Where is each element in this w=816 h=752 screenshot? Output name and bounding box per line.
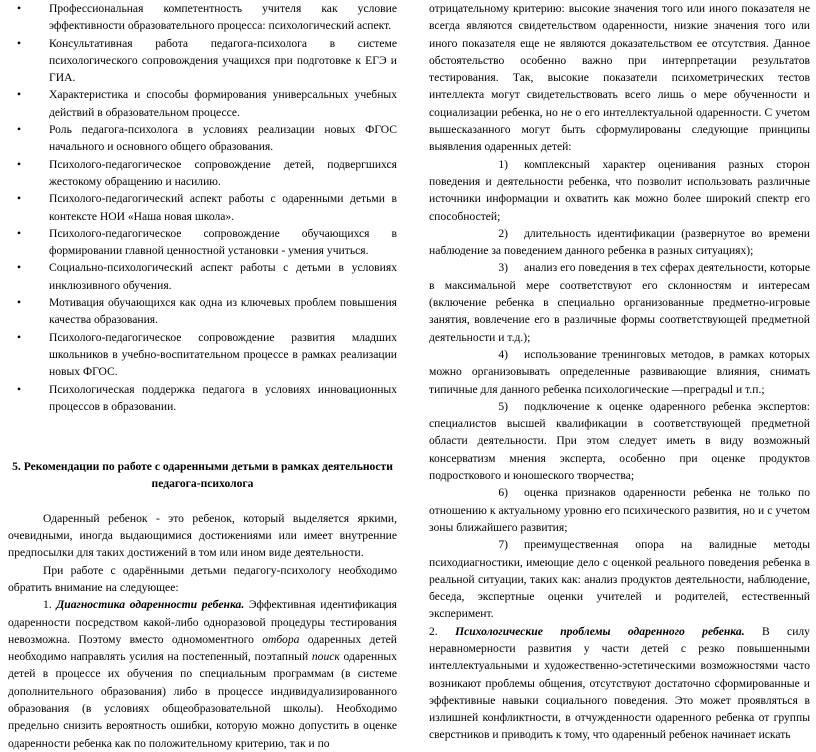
principle-number: 7) [498,538,508,552]
principle-number: 2) [498,226,508,240]
bullet-icon: • [17,123,22,137]
list-item: • Социально-психологический аспект работы с детьми в условиях инклюзивного обучения. [17,261,397,292]
principle-number: 1) [498,157,508,171]
bullet-icon: • [17,382,22,396]
bullet-icon: • [17,36,22,50]
list-item: • Консультативная работа педагога-психолога в системе психологического сопровождения учащихся при подготовке к ЕГЭ и ГИА. [17,36,397,85]
principle-item: 7) преимущественная опора на валидные методы психодиагностики, имеющие дело с оценкой реального поведения ребенка в реальной ситуации, таких как: анализ продуктов деятельности, наблюдение, беседа, экспертные оценки учителей и родителей, естественный эксперимент. [429,538,810,621]
item-title: Диагностика одаренности ребенка. [56,598,245,612]
list-item: • Профессиональная компетентность учителя как условие эффективности образовательного процесса: психологический аспект. [17,2,397,33]
list-item: • Психолого-педагогическое сопровождение детей, подвергшихся жестокому обращению и насилию. [17,157,397,188]
bullet-icon: • [17,157,22,171]
list-item: • Характеристика и способы формирования универсальных учебных действий в образовательном процессе. [17,88,397,119]
item-psych-problems: 2. Психологические проблемы одаренного ребенка. В силу неравномерности развития у части детей с резко повышенными интеллектуальными и художественно-эстетическими возможностями часто возникают проблемы общения, отсутствуют достаточно сформированные и эффективные навыки социального поведения. Это может проявляться в излишней конфликтности, в отчужденности одаренного ребенка от группы сверстников и приводить к тому, что одаренный ребенок начинает искать [429,624,810,742]
paragraph-intro: При работе с одарёнными детьми педагогу-психологу необходимо обратить внимание на следующее: [8,563,397,594]
list-item: • Психологическая поддержка педагога в условиях инновационных процессов в образовании. [17,382,397,413]
spacer [8,415,397,458]
item-title: Психологические проблемы одаренного ребенка. [455,624,745,638]
principle-item: 2) длительность идентификации (развернутое во времени наблюдение за поведением данного ребенка в разных ситуациях); [429,226,810,258]
principle-item: 4) использование тренинговых методов, в рамках которых можно организовывать определенные развивающие влияния, снимать типичные для данного ребенка психологические —преградыl и т.п.; [429,347,810,396]
bullet-icon: • [17,192,22,206]
list-item: • Роль педагога-психолога в условиях реализации новых ФГОС начального и основного общего образования. [17,123,397,154]
principle-number: 6) [498,486,508,500]
bullet-icon: • [17,2,22,15]
item-number: 2. [429,624,438,638]
principle-number: 5) [498,399,508,413]
list-item: • Психолого-педагогическое сопровождение развития младших школьников в учебно-воспитательном процессе в рамках реализации новых ФГОС. [17,330,397,379]
item-diagnostics: 1. Диагностика одаренности ребенка. Эффективная идентификация одаренности посредством какой-либо одноразовой процедуры тестирования невозможна. Поэтому вместо одномоментного отбора одаренных детей необходимо направлять усилия на постепенный, поэтапный поиск одаренных детей в процессе их обучения по специальным программам (в системе дополнительного образования) либо в процессе индивидуализированного образования (в условиях общеобразовательной школы). Необходимо предельно снизить вероятность ошибки, которую можно допустить в оценке одаренности ребенка как по положительному критерию, так и по [8,598,398,750]
list-item: • Психолого-педагогическое сопровождение обучающихся в формировании главной ценностной установки - умения учиться. [17,226,397,258]
principle-number: 4) [498,347,508,361]
emphasis-otbor: отбора [262,632,300,646]
left-column [8,0,398,750]
bullet-icon: • [17,330,22,344]
list-item: • Мотивация обучающихся как одна из ключевых проблем повышения качества образования. [17,296,397,327]
item-number: 1. [43,598,52,612]
bullet-icon: • [17,296,22,310]
paragraph-definition: Одаренный ребенок - это ребенок, который выделяется яркими, очевидными, иногда выдающимися достижениями или имеет внутренние предпосылки для таких достижений в том или ином виде деятельности. [8,511,397,560]
section-heading: 5. Рекомендации по работе с одаренными детьми в рамках деятельности педагога-психолога [12,460,393,491]
topic-list [8,0,397,415]
right-column [429,0,810,742]
bullet-icon: • [17,88,22,102]
bullet-icon: • [17,261,22,275]
principle-item: 3) анализ его поведения в тех сферах деятельности, которые в максимальной мере соответствуют его склонностям и интересам (включение ребенка в специально организованные предметно-игровые занятия, вовлечение его в различные формы соответствующей предметной деятельности и т.д.); [429,261,810,344]
principle-item: 5) подключение к оценке одаренного ребенка экспертов: специалистов высшей квалификации в соответствующей предметной области деятельности. При этом следует иметь в виду возможный консерватизм мнения эксперта, особенно при оценке продуктов подросткового и юношеского творчества; [429,399,810,483]
paragraph-criteria: отрицательному критерию: высокие значения того или иного показателя не всегда являются свидетельством одаренности, низкие значения того или иного показателя еще не являются доказательством ее отсутствия. Данное обстоятельство особенно важно при интерпретации результатов тестирования. Так, высокие показатели психометрических тестов интеллекта могут свидетельствовать всего лишь о мере обученности и социализации ребенка, но не о его интеллектуальной одаренности. С учетом вышесказанного могут быть сформулированы следующие принципы выявления одаренных детей: [429,2,810,154]
principle-number: 3) [498,261,508,275]
bullet-icon: • [17,226,22,240]
principle-item: 1) комплексный характер оценивания разных сторон поведения и деятельности ребенка, что позволит использовать различные источники информации и охватить как можно более широкий спектр его способностей; [429,157,810,223]
list-item: • Психолого-педагогический аспект работы с одаренными детьми в контексте НОИ «Наша новая школа». [17,192,397,223]
principle-item: 6) оценка признаков одаренности ребенка не только по отношению к актуальному уровню его психического развития, но и с учетом зоны ближайшего развития; [429,486,810,534]
emphasis-poisk: поиск [311,650,340,664]
